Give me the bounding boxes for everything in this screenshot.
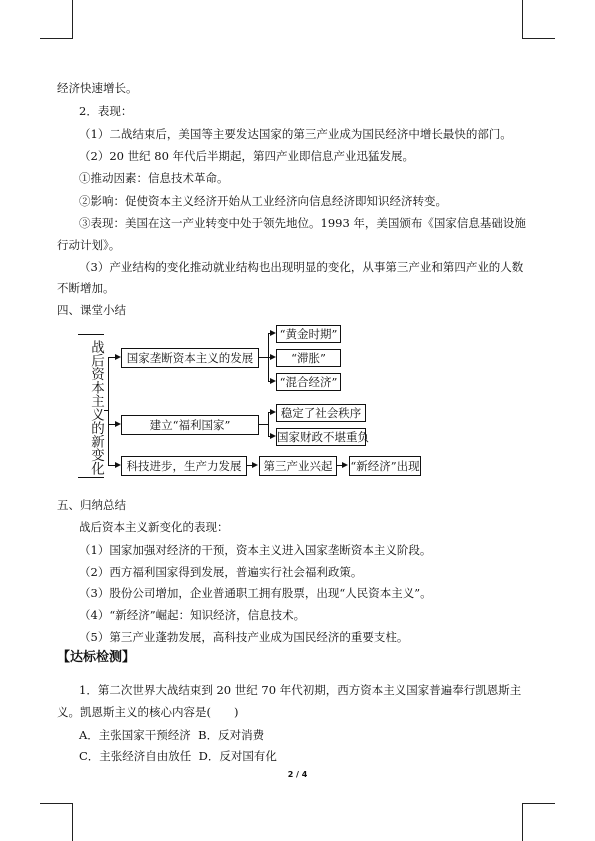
row2-out-line: [258, 424, 268, 425]
summary-item-5: （5）第三产业蓬勃发展，高科技产业成为国民经济的重要支柱。: [79, 630, 409, 644]
summary-item-3: （3）股份公司增加，企业普通职工拥有股票，出现“人民资本主义”。: [79, 586, 432, 600]
section-heading-test: 【达标检测】: [57, 650, 136, 665]
row1-main-box: 国家垄断资本主义的发展: [121, 348, 259, 368]
text-line-4: （2）20 世纪 80 年代后半期起，第四产业即信息产业迅猛发展。: [79, 149, 415, 163]
summary-item-1: （1）国家加强对经济的干预，资本主义进入国家垄断资本主义阶段。: [79, 543, 432, 557]
branch-stagflation: “滞胀”: [276, 349, 341, 367]
page-number: 2 / 4: [287, 770, 308, 779]
branch-social-stability: 稳定了社会秩序: [276, 404, 366, 422]
summary-item-4: （4）“新经济”崛起：知识经济，信息技术。: [79, 608, 306, 622]
diagram-title: 战后资本主义的新变化: [88, 339, 104, 475]
text-line-1: 经济快速增长。: [57, 81, 138, 95]
title-top-rule: [78, 334, 104, 335]
row3-new-economy-box: “新经济”出现: [349, 456, 421, 476]
section-heading-summary: 五、归纳总结: [57, 498, 126, 512]
row2-branch-line: [268, 412, 269, 436]
crop-mark-top-right-h: [522, 38, 555, 39]
concept-diagram: [76, 320, 436, 480]
crop-mark-top-left: [72, 0, 73, 38]
branch-mixed-economy: “混合经济”: [276, 373, 341, 391]
row3-mid-arrow-icon: [252, 462, 258, 468]
question-1-options-ab: A．主张国家干预经济 B．反对消费: [79, 728, 265, 742]
crop-mark-bottom-right-h: [522, 803, 555, 804]
text-line-6: ②影响：促使资本主义经济开始从工业经济向信息经济即知识经济转变。: [79, 194, 447, 208]
text-line-10: 不断增加。: [57, 281, 115, 295]
trunk-line: [108, 357, 109, 465]
text-line-2: 2．表现：: [79, 104, 133, 118]
row2-main-box: 建立“福利国家”: [121, 415, 259, 435]
text-line-9: （3）产业结构的变化推动就业结构也出现明显的变化，从事第三产业和第四产业的人数: [79, 260, 524, 274]
row1-out-line: [258, 357, 268, 358]
summary-item-2: （2）西方福利国家得到发展，普遍实行社会福利政策。: [79, 565, 363, 579]
row3-main-box: 科技进步，生产力发展: [121, 456, 247, 476]
summary-intro: 战后资本主义新变化的表现：: [79, 520, 229, 534]
row3-end-arrow-icon: [342, 462, 348, 468]
text-line-8: 行动计划》。: [57, 238, 121, 252]
text-line-7: ③表现：美国在这一产业转变中处于领先地位。1993 年，美国颁布《国家信息基础设施: [79, 216, 526, 230]
crop-mark-bottom-left: [72, 803, 73, 841]
section-heading-class-summary: 四、课堂小结: [57, 303, 126, 317]
branch-golden-age: “黄金时期”: [276, 325, 341, 343]
question-1-line-2: 义。凯恩斯主义的核心内容是( ): [57, 705, 239, 719]
crop-mark-bottom-right: [522, 803, 523, 841]
crop-mark-top-left-h: [40, 38, 73, 39]
title-bottom-rule: [78, 477, 104, 478]
crop-mark-top-right: [522, 0, 523, 38]
trunk-stem: [104, 410, 108, 411]
question-1-options-cd: C．主张经济自由放任 D．反对国有化: [79, 749, 277, 763]
crop-mark-bottom-left-h: [40, 803, 73, 804]
row3-tertiary-box: 第三产业兴起: [259, 456, 337, 476]
text-line-3: （1）二战结束后，美国等主要发达国家的第三产业成为国民经济中增长最快的部门。: [79, 127, 512, 141]
branch-fiscal-burden: 国家财政不堪重负: [277, 430, 369, 444]
question-1-line-1: 1．第二次世界大战结束到 20 世纪 70 年代初期，西方资本主义国家普遍奉行凯恩斯主: [79, 683, 522, 697]
text-line-5: ①推动因素：信息技术革命。: [79, 171, 229, 185]
